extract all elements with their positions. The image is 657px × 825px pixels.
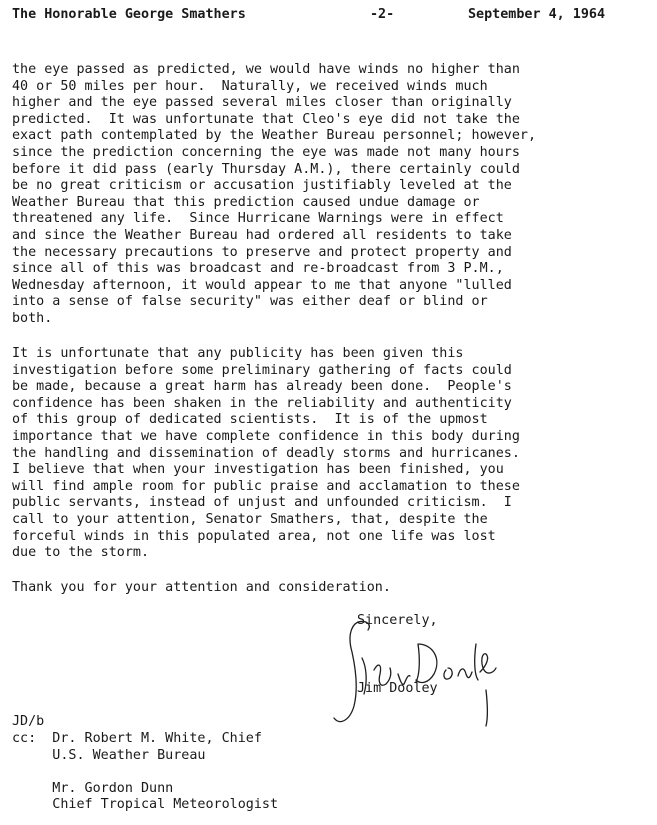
text-line: both. <box>12 310 53 326</box>
text-line: the handling and dissemination of deadly storms and hurricanes. <box>12 445 520 461</box>
header-recipient: The Honorable George Smathers <box>12 7 246 22</box>
text-line: importance that we have complete confidence in this body during <box>12 428 520 444</box>
text-line: before it did pass (early Thursday A.M.), there certainly could <box>12 161 520 177</box>
text-line: I believe that when your investigation has been finished, you <box>12 462 504 478</box>
text-line: public servants, instead of unjust and unfounded criticism. I <box>12 495 512 511</box>
text-line: exact path contemplated by the Weather Bureau personnel; however, <box>12 128 537 144</box>
cc-line: Chief Tropical Meteorologist <box>12 797 279 813</box>
body-paragraph-2 <box>12 346 652 562</box>
text-line: since all of this was broadcast and re-broadcast from 3 P.M., <box>12 261 504 277</box>
text-line: forceful winds in this populated area, not one life was lost <box>12 528 496 544</box>
cc-line: cc: Dr. Robert M. White, Chief <box>12 731 262 746</box>
cc-block <box>12 731 278 814</box>
text-line: investigation before some preliminary gathering of facts could <box>12 362 512 378</box>
text-line: since the prediction concerning the eye was made not many hours <box>12 144 520 160</box>
text-line: Wednesday afternoon, it would appear to me that anyone "lulled <box>12 277 512 293</box>
text-line: Thank you for your attention and consideration. <box>12 580 391 595</box>
text-line: threatened any life. Since Hurricane Warnings were in effect <box>12 211 504 227</box>
text-line: will find ample room for public praise and acclamation to these <box>12 478 520 494</box>
header-page-number: -2- <box>370 7 395 22</box>
text-line: be no great criticism or accusation justifiably leveled at the <box>12 178 512 194</box>
text-line: It is unfortunate that any publicity has been given this <box>12 346 464 361</box>
body-paragraph-3 <box>12 580 652 597</box>
text-line: higher and the eye passed several miles closer than originally <box>12 95 512 111</box>
header-date: September 4, 1964 <box>468 7 606 22</box>
valediction: Sincerely, <box>357 613 438 628</box>
text-line: be made, because a great harm has already been done. People's <box>12 379 512 395</box>
body-paragraph-1 <box>12 62 652 328</box>
text-line: call to your attention, Senator Smathers, that, despite the <box>12 511 488 527</box>
reference-initials: JD/b <box>12 714 45 729</box>
text-line: due to the storm. <box>12 545 150 561</box>
cc-line: Mr. Gordon Dunn <box>12 780 174 796</box>
text-line: into a sense of false security" was either deaf or blind or <box>12 294 488 310</box>
text-line: the necessary precautions to preserve and protect property and <box>12 244 512 260</box>
text-line: 40 or 50 miles per hour. Naturally, we received winds much <box>12 78 488 94</box>
text-line: predicted. It was unfortunate that Cleo's eye did not take the <box>12 111 520 127</box>
cc-line: U.S. Weather Bureau <box>12 747 206 763</box>
text-line: and since the Weather Bureau had ordered all residents to take <box>12 227 512 243</box>
cc-line <box>12 764 278 781</box>
handwritten-signature <box>328 618 500 730</box>
text-line: of this group of dedicated scientists. It is of the upmost <box>12 412 488 428</box>
signer-name: Jim Dooley <box>357 681 438 696</box>
text-line: Weather Bureau that this prediction caused undue damage or <box>12 194 480 210</box>
text-line: the eye passed as predicted, we would have winds no higher than <box>12 62 520 77</box>
text-line: confidence has been shaken in the reliability and authenticity <box>12 395 512 411</box>
